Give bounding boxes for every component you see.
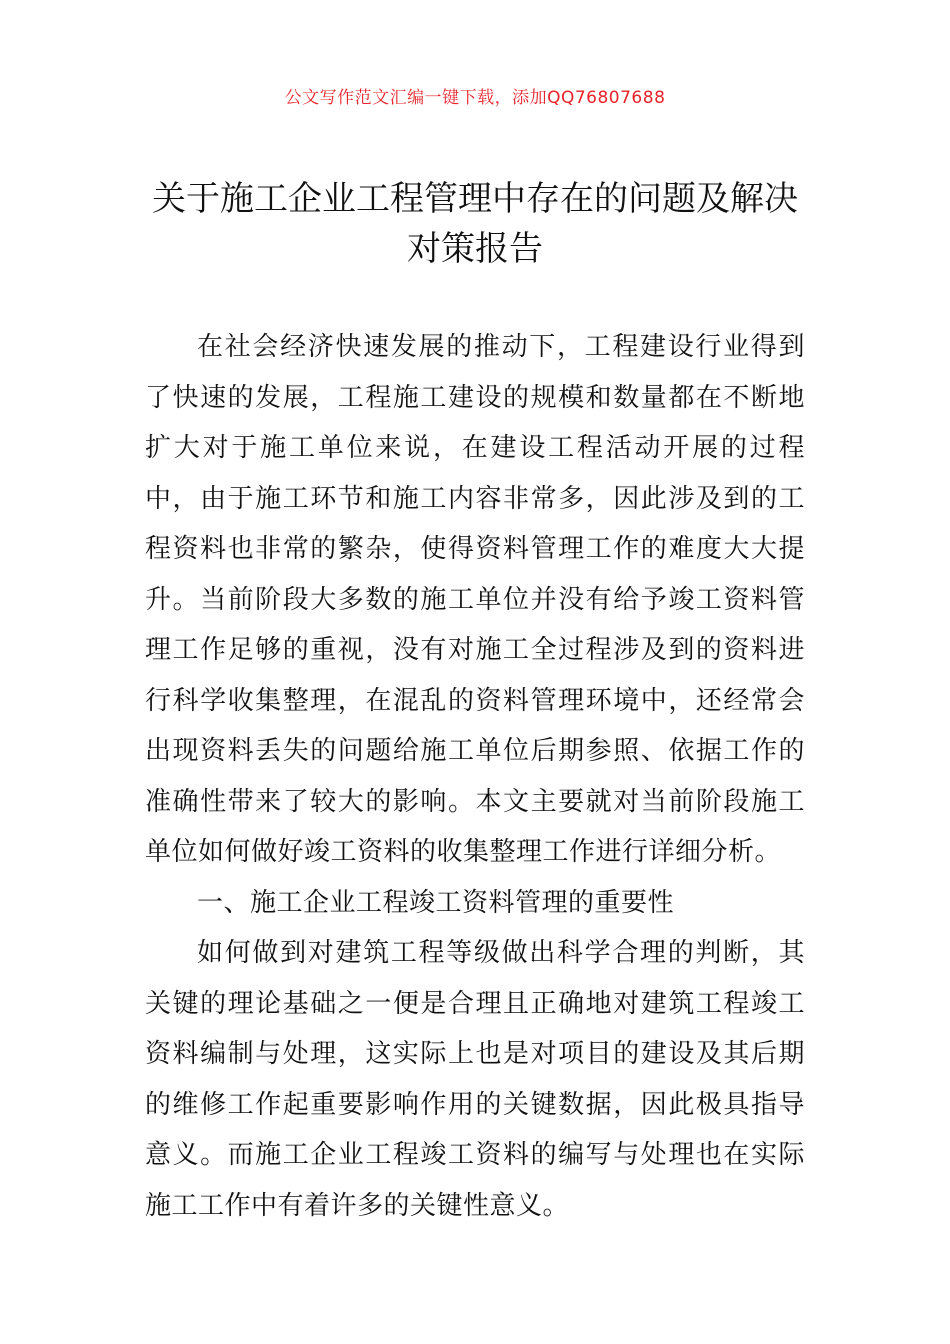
intro-paragraph: 在社会经济快速发展的推动下，工程建设行业得到了快速的发展，工程施工建设的规模和数量都在不断地扩大对于施工单位来说，在建设工程活动开展的过程中，由于施工环节和施工内容非常多，因此涉及到的工程资料也非常的繁杂，使得资料管理工作的难度大大提升。当前阶段大多数的施工单位并没有给予竣工资料管理工作足够的重视，没有对施工全过程涉及到的资料进行科学收集整理，在混乱的资料管理环境中，还经常会出现资料丢失的问题给施工单位后期参照、依据工作的准确性带来了较大的影响。本文主要就对当前阶段施工单位如何做好竣工资料的收集整理工作进行详细分析。 xyxy=(145,332,805,867)
document-title: 关于施工企业工程管理中存在的问题及解决对策报告 xyxy=(152,179,798,269)
section-paragraph: 如何做到对建筑工程等级做出科学合理的判断，其关键的理论基础之一便是合理且正确地对建筑工程竣工资料编制与处理，这实际上也是对项目的建设及其后期的维修工作起重要影响作用的关键数据，因此极具指导意义。而施工企业工程竣工资料的编写与处理也在实际施工工作中有着许多的关键性意义。 xyxy=(145,938,805,1221)
document-body xyxy=(145,322,805,1231)
section-heading: 一、施工企业工程竣工资料管理的重要性 xyxy=(197,887,675,918)
download-notice: 公文写作范文汇编一键下载，添加QQ76807688 xyxy=(284,88,666,108)
